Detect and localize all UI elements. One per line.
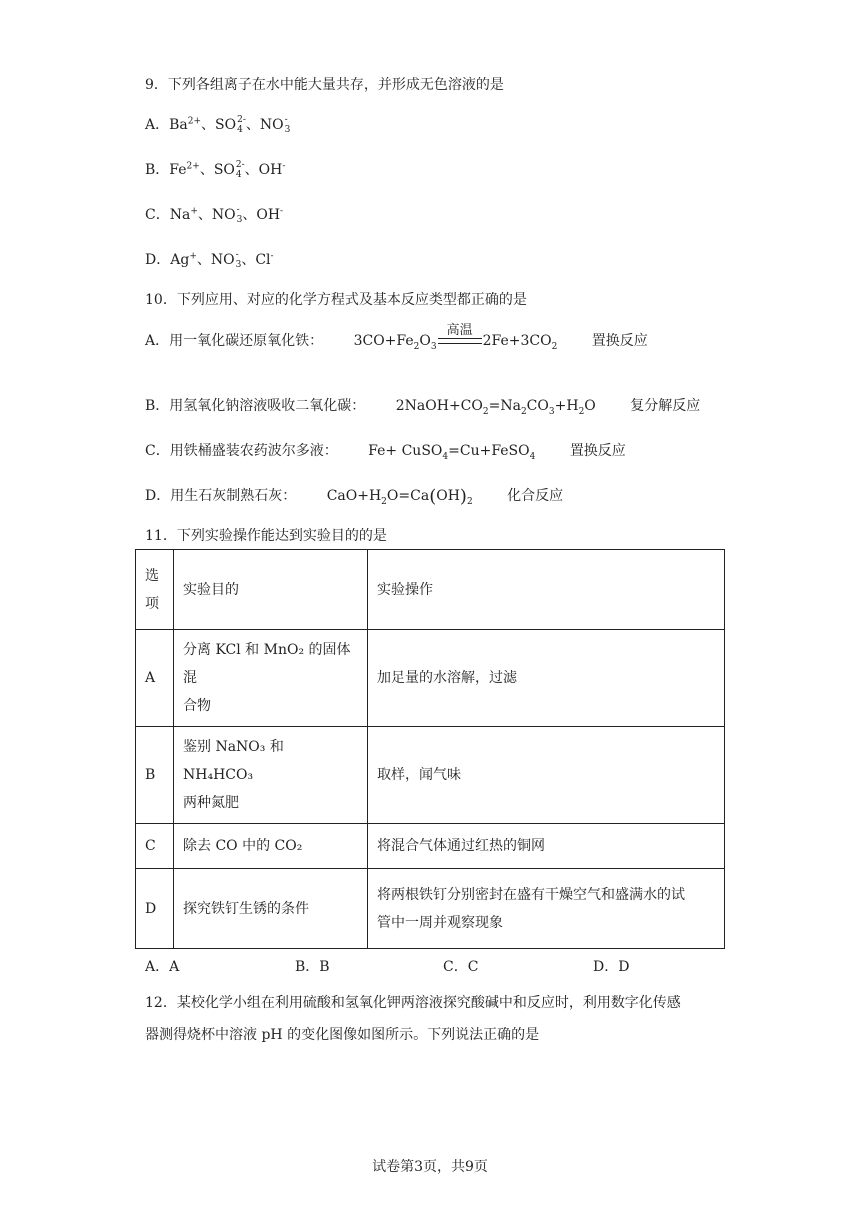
answer-option-d[interactable]: D．D — [593, 959, 630, 975]
ion: Na+ — [169, 206, 198, 223]
q10-option-c — [145, 440, 626, 460]
answer-option-c[interactable]: C．C — [443, 959, 479, 975]
q12-stem-line2: 器测得烧杯中溶液 pH 的变化图像如图所示。下列说法正确的是 — [145, 1027, 540, 1043]
row-purpose: 鉴别 NaNO₃ 和 NH₄HCO₃ 两种氮肥 — [174, 727, 368, 824]
q11-stem: 11．下列实验操作能达到实验目的的是 — [145, 528, 387, 544]
row-operation: 将混合气体通过红热的铜网 — [368, 824, 725, 869]
q10-option-a-text: A．用一氧化碳还原氧化铁： — [145, 333, 324, 349]
page-footer: 试卷第3页，共9页 — [372, 1159, 488, 1175]
row-purpose: 除去 CO 中的 CO₂ — [174, 824, 368, 869]
q10-option-b-text: B．用氢氧化钠溶液吸收二氧化碳： — [145, 398, 366, 414]
table-header-row — [136, 550, 725, 630]
ion: SO 2- 4 — [215, 115, 246, 135]
option-label: B． — [145, 162, 170, 178]
answer-option-b[interactable]: B．B — [295, 959, 330, 975]
ion: $Fe^{2+}$ — [169, 161, 200, 178]
row-option: A — [136, 630, 174, 727]
q10-stem: 10．下列应用、对应的化学方程式及基本反应类型都正确的是 — [145, 292, 527, 308]
header-operation: 实验操作 — [368, 550, 725, 630]
separator: 、 — [245, 117, 260, 133]
ion: OH- — [258, 161, 286, 178]
ion: NO - 3 — [210, 250, 242, 270]
q10-option-a-equation: $3CO+Fe_2O_3$ 高温 $2Fe+3CO_2$ — [353, 323, 558, 352]
ion: $Ba^{2+}$ — [169, 116, 202, 133]
header-purpose: 实验目的 — [174, 550, 368, 630]
table-row — [136, 824, 725, 869]
option-label: D． — [145, 252, 171, 268]
separator: 、 — [241, 252, 256, 268]
q10-option-c-equation: Fe+ CuSO$_4$=Cu+FeSO$_4$ — [368, 443, 536, 462]
ion: Ag+ — [170, 251, 197, 268]
row-operation: 将两根铁钉分别密封在盛有干燥空气和盛满水的试 管中一周并观察现象 — [368, 869, 725, 949]
separator: 、 — [197, 207, 212, 223]
separator: 、 — [196, 252, 211, 268]
table-row — [136, 630, 725, 727]
q12-stem-line1: 12．某校化学小组在利用硫酸和氢氧化钾两溶液探究酸碱中和反应时，利用数字化传感 — [145, 995, 681, 1011]
ion: SO 2- 4 — [213, 160, 245, 180]
q10-option-b — [145, 395, 700, 415]
row-option: C — [136, 824, 174, 869]
q9-option-b — [145, 159, 285, 180]
row-purpose: 分离 KCl 和 MnO₂ 的固体混 合物 — [174, 630, 368, 727]
q10-option-d-equation: $CaO+H_2O=Ca(OH)_2$ — [326, 486, 473, 507]
ion: OH- — [256, 206, 284, 223]
q10-option-a — [145, 324, 648, 350]
separator: 、 — [201, 117, 216, 133]
q9-option-c — [145, 204, 283, 225]
row-operation: 加足量的水溶解，过滤 — [368, 630, 725, 727]
q10-option-b-equation: $2NaOH+CO_2=Na_2CO_3+H_2O$ — [395, 398, 596, 417]
header-option: 选 项 — [136, 550, 174, 630]
table-row — [136, 869, 725, 949]
row-purpose: 探究铁钉生锈的条件 — [174, 869, 368, 949]
separator: 、 — [244, 162, 259, 178]
reaction-condition: 高温 — [438, 324, 482, 349]
answer-option-a[interactable]: A．A — [145, 959, 180, 975]
row-option: D — [136, 869, 174, 949]
separator: 、 — [242, 207, 257, 223]
ion: NO - 3 — [259, 115, 291, 135]
q9-option-d — [145, 249, 274, 270]
q10-option-b-type: 复分解反应 — [630, 398, 701, 414]
q10-option-d-text: D．用生石灰制熟石灰： — [145, 488, 297, 504]
table-row — [136, 727, 725, 824]
q10-option-d — [145, 485, 563, 507]
separator: 、 — [199, 162, 214, 178]
q10-option-c-type: 置换反应 — [569, 443, 626, 459]
option-label: A． — [145, 117, 170, 133]
q10-option-a-type: 置换反应 — [591, 333, 648, 349]
option-label: C． — [145, 207, 170, 223]
q9-stem: 9．下列各组离子在水中能大量共存，并形成无色溶液的是 — [145, 77, 504, 93]
row-option: B — [136, 727, 174, 824]
q10-option-c-text: C．用铁桶盛装农药波尔多液： — [145, 443, 338, 459]
q9-option-a — [145, 114, 290, 135]
experiment-table — [135, 549, 725, 949]
q10-option-d-type: 化合反应 — [507, 488, 564, 504]
row-operation: 取样，闻气味 — [368, 727, 725, 824]
ion: Cl- — [255, 251, 274, 268]
ion: NO - 3 — [211, 205, 243, 225]
